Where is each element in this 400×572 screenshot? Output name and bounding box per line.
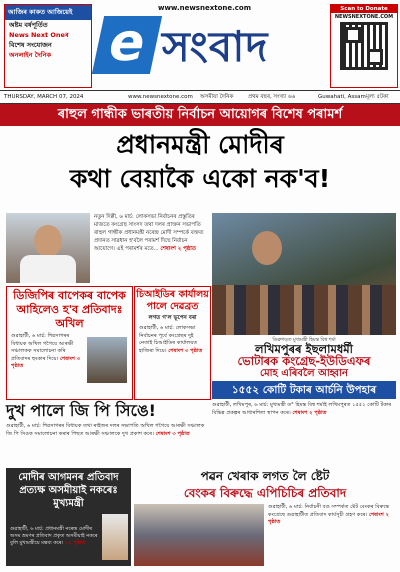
pawan-headline-2[interactable]: বেংকৰ বিৰুদ্ধে এপিচিচিৰ প্ৰতিবাদ — [183, 486, 347, 500]
promo-line: বিশেষ সংযোজন — [9, 41, 52, 49]
lakhimpur-bar[interactable]: ১৫৫২ কোটি টকাৰ আৰ্চনি উপহাৰ — [212, 381, 396, 399]
story-body: গুৱাহাটী, লখিমপুৰ, ৬ মাৰ্চ: মুখ্যমন্ত্ৰী ড° হিমন্ত বিশ্ব শৰ্মাই লখিমপুৰত ১৫৫২ কোটি টকাৰ বিভিন্ন প্ৰকল্পৰ আধাৰশিলা স্থাপন কৰে। — [212, 402, 392, 416]
logo-name: সংবাদ — [162, 22, 269, 71]
masthead — [0, 0, 400, 90]
continued-link[interactable]: ১১ পৃষ্ঠাত — [65, 540, 86, 547]
lead-line-2: কথা বেয়াকৈ একো নক'ব! — [69, 164, 331, 193]
person-face — [34, 225, 62, 257]
person-body — [20, 255, 76, 283]
continued-link[interactable]: শেষাংশ ২ পৃষ্ঠাত — [292, 409, 327, 416]
year-issue: প্ৰথম বছৰ, সংখ্যা ৬৬ — [248, 94, 296, 100]
photo-caption: ডিব্ৰুগড়ত মুখ্যমন্ত্ৰী হিমন্ত বিশ্ব শৰ্মা — [272, 338, 336, 343]
pawan-headline-1[interactable]: পৱন খেৰাক লগত লৈ ষ্টেট — [200, 469, 330, 483]
dukh-text — [6, 423, 206, 438]
story-headline: চিআইডিৰ কাৰ্যালয় পালে দেৱব্ৰত — [136, 289, 209, 312]
chief-minister-crowd-photo — [212, 213, 396, 335]
donate-email: NEWSNEXTONE.COM — [334, 14, 394, 20]
lead-line-1: প্ৰধানমন্ত্ৰী মোদীৰ — [116, 130, 284, 159]
donate-box[interactable] — [330, 4, 398, 88]
qr-code-icon[interactable] — [340, 22, 388, 70]
story-headline: ডিজিপিৰ বাপেকৰ বাপেক আহিলেও হ'ব প্ৰতিবাদঃ অখিল — [13, 289, 126, 330]
promo-line: অনলাইন দৈনিক — [9, 51, 52, 59]
promo-line: News Next Oneৰ — [9, 31, 69, 39]
donate-label: Scan to Donate — [331, 5, 397, 13]
lakhimpur-headline-3[interactable]: মোহ এৰিবলৈ আহ্বান — [260, 368, 348, 379]
site-url[interactable]: www.newsnextone.com — [158, 4, 252, 12]
story-body: গুৱাহাটী, ৬ মাৰ্চ: লোকসভা নিৰ্বাচনৰ পূৰ্বে কংগ্ৰেছৰ দুই নেতাই চিআইডিৰ কাৰ্যালয়ত হাজিৰা দিয়ে। — [139, 325, 198, 354]
rahul-gandhi-photo — [6, 213, 90, 283]
story-body: গুৱাহাটী, ৬ মাৰ্চ: নিৰ্বাচনী বণ্ড সম্পৰ্কত ষ্টেট বেংকৰ বিৰুদ্ধে কংগ্ৰেছে গুৱাহাটীত প্ৰতিবাদ কাৰ্যসূচী গ্ৰহণ কৰে। — [268, 504, 390, 518]
lakhimpur-headline-2[interactable]: ভোটাৰক কংগ্ৰেছ-ইউডিএফৰ — [237, 354, 371, 368]
continued-link[interactable]: শেষাংশ ২ পৃষ্ঠাত — [160, 246, 196, 252]
story-rahul[interactable] — [94, 213, 208, 253]
strip-url[interactable]: www.newsnextone.com — [128, 94, 193, 100]
logo-letter: e — [92, 16, 162, 74]
story-text: নতুন দিল্লী, ৬ মাৰ্চ: লোকসভা নিৰ্বাচনৰ প্ৰস্তুতিৰ মাজতে কংগ্ৰেছ সাংসদ তথা দলৰ প্ৰাক্তন সভাপতি ৰাহুল গান্ধীক প্ৰধানমন্ত্ৰী নৰেন্দ্ৰ মোদী সম্পৰ্কে বক্তব্য প্ৰদানত সাৱধান হ'বলৈ পৰামৰ্শ দিছে নিৰ্বাচন আয়োগে। এই পৰামৰ্শৰ মতে... — [94, 214, 204, 252]
continued-link[interactable]: শেষাংশ ২ পৃষ্ঠাত — [268, 511, 390, 525]
top-banner-headline[interactable]: ৰাহুল গান্ধীক ভাৰতীয় নিৰ্বাচন আয়োগৰ বিশেষ পৰামৰ্শ — [0, 104, 400, 126]
story-cid-box[interactable] — [134, 286, 211, 400]
story-text — [11, 333, 81, 371]
promo-box[interactable] — [4, 4, 92, 88]
protest-photo — [134, 504, 264, 566]
promo-title: আজিৰ কাকত আজিয়েই — [5, 5, 91, 20]
modi-photo — [102, 514, 128, 560]
story-headline: মোদীৰ আগমনৰ প্ৰতিবাদ প্ৰত্যক্ষ অসমীয়াই নকৰেঃ মুখ্যমন্ত্ৰী — [18, 472, 119, 509]
continued-link[interactable]: শেষাংশ ৩ পৃষ্ঠাত — [168, 347, 203, 354]
date-strip — [0, 90, 400, 104]
place-label: Guwahati, Assam — [318, 94, 366, 100]
story-text — [10, 526, 100, 548]
akhil-gogoi-photo — [87, 337, 127, 383]
continued-link[interactable]: শেষাংশ ৩ পৃষ্ঠাত — [11, 355, 81, 369]
cm-face — [252, 231, 282, 265]
issue-date: THURSDAY, MARCH 07, 2024 — [4, 94, 84, 100]
story-body: গুৱাহাটী, ৬ মাৰ্চ: শিৱসাগৰৰ বিধায়ক অখিল গগৈয়ে আৰক্ষী সঞ্চালকক সমালোচনা কৰি প্ৰতিবাদৰ হুংকাৰ দিয়ে। — [11, 333, 74, 362]
pawan-text — [268, 504, 396, 527]
lakhimpur-headline-1[interactable]: লখিমপুৰৰ ইছলামধৰ্মী — [255, 342, 353, 356]
story-dgp-box[interactable] — [6, 286, 133, 400]
crowd — [212, 285, 396, 335]
dukh-headline[interactable]: দুখ পালে জি পি সিঙে! — [6, 401, 156, 420]
story-body: গুৱাহাটী, ৬ মাৰ্চ: প্ৰধানমন্ত্ৰী নৰেন্দ্ৰ মোদীৰ অসম ভ্ৰমণৰ প্ৰতিবাদ প্ৰকৃত অসমীয়াই নকৰে বুলি মুখ্যমন্ত্ৰীয়ে মন্তব্য কৰে। — [10, 526, 98, 547]
newspaper-logo — [92, 10, 302, 82]
price-label: মূল্য ৫টকা — [366, 94, 389, 100]
story-subheadline: লগত গ'ল ভূপেন বৰা — [148, 315, 197, 321]
story-modi-box[interactable] — [6, 468, 131, 566]
story-body: গুৱাহাটী, ৬ মাৰ্চ: শিৱসাগৰৰ বিধায়ক তথা ৰাইজৰ দলৰ সভাপতি অখিল গগৈয়ে আৰক্ষী সঞ্চালক জি পি সিঙক সমালোচনা কৰাৰ পিছত আৰক্ষী সঞ্চালকে দুখ প্ৰকাশ কৰে। — [6, 423, 205, 437]
continued-link[interactable]: শেষাংশ ৩ পৃষ্ঠাত — [155, 430, 190, 437]
lakhimpur-text — [212, 402, 396, 417]
lead-headline[interactable] — [0, 128, 400, 196]
edition-label: অসমীয়া দৈনিক — [200, 94, 234, 100]
promo-line: অষ্টম বৰ্ষপূৰ্তিত — [9, 21, 48, 29]
story-text — [135, 323, 210, 357]
